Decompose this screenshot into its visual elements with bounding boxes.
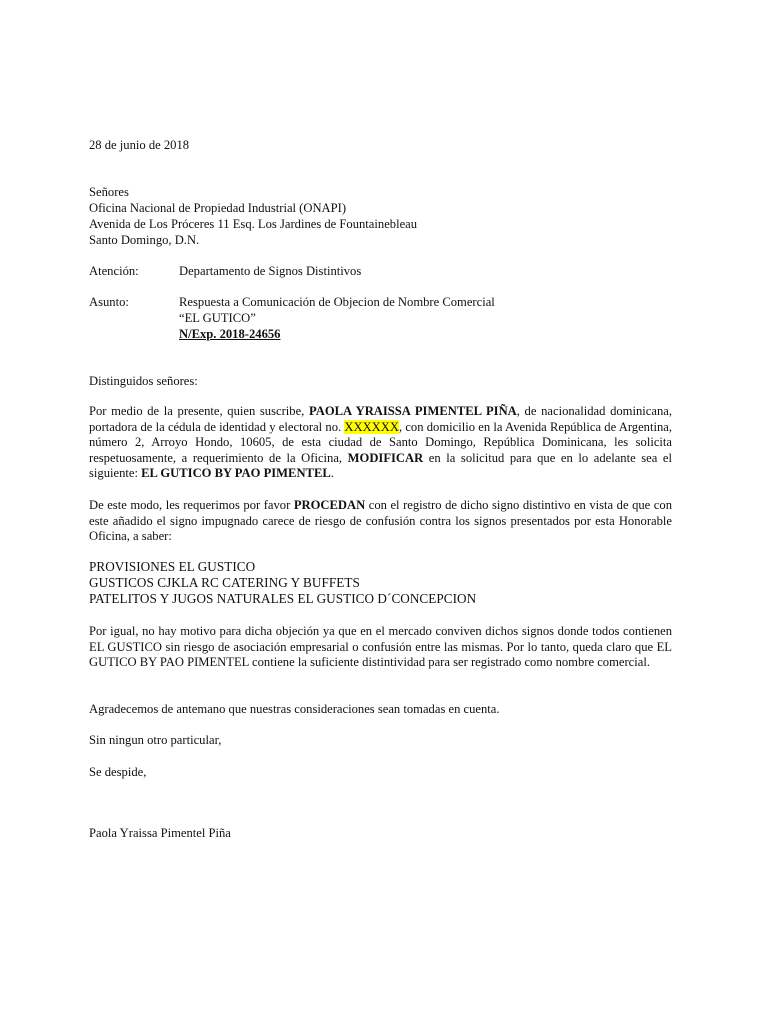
recipient-organization: Oficina Nacional de Propiedad Industrial (ONAPI) xyxy=(89,201,347,215)
applicant-name: PAOLA YRAISSA PIMENTEL PIÑA xyxy=(308,404,517,418)
letter-date: 28 de junio de 2018 xyxy=(89,138,190,152)
recipient-salutation: Señores xyxy=(89,185,129,199)
sign-item: PATELITOS Y JUGOS NATURALES EL GUSTICO D´CONCEPCION xyxy=(89,591,477,606)
subject-file-number: N/Exp. 2018-24656 xyxy=(179,327,281,341)
id-number-highlight: XXXXXX xyxy=(344,419,399,434)
attention-value: Departamento de Signos Distintivos xyxy=(179,264,362,278)
paragraph-proceed: De este modo, les requerimos por favor PROCEDAN con el registro de dicho signo distintivo en vista de que con este añadido el signo impugnado carece de riesgo de confusión contra los signos presentados por esta Honorable Oficina, a saber: xyxy=(89,498,672,544)
sign-item: GUSTICOS CJKLA RC CATERING Y BUFFETS xyxy=(89,575,360,590)
subject-line-1: Respuesta a Comunicación de Objecion de Nombre Comercial xyxy=(179,295,495,309)
farewell-line: Se despide, xyxy=(89,765,147,779)
action-proceed: PROCEDAN xyxy=(293,498,366,512)
action-modify: MODIFICAR xyxy=(347,450,424,465)
sign-item: PROVISIONES EL GUSTICO xyxy=(89,559,256,574)
paragraph-request: Por medio de la presente, quien suscribe, PAOLA YRAISSA PIMENTEL PIÑA, de nacionalidad dominicana, portadora de la cédula de identidad y electoral no. XXXXXX, con domicilio en la Avenida República de Argentina, número 2, Arroyo Hondo, 10605, de esta ciudad de Santo Domingo, República Dominicana, les solicita respetuosamente, a requerimiento de la Oficina, MODIFICAR en la solicitud para que en lo adelante sea el siguiente: EL GUTICO BY PAO PIMENTEL. xyxy=(89,404,672,481)
new-trade-name: EL GUTICO BY PAO PIMENTEL xyxy=(141,466,331,481)
recipient-city: Santo Domingo, D.N. xyxy=(89,233,200,247)
paragraph-thanks: Agradecemos de antemano que nuestras consideraciones sean tomadas en cuenta. xyxy=(89,702,500,716)
subject-line-2: “EL GUTICO” xyxy=(179,311,256,325)
attention-label: Atención: xyxy=(89,264,139,278)
paragraph-justification: Por igual, no hay motivo para dicha objeción ya que en el mercado conviven dichos signos donde todos contienen EL GUSTICO sin riesgo de asociación empresarial o confusión entre las mismas. Por lo tanto, queda claro que EL GUTICO BY PAO PIMENTEL contiene la suficiente distintividad para ser registrado como nombre comercial. xyxy=(89,624,672,670)
signature-name: Paola Yraissa Pimentel Piña xyxy=(89,826,231,840)
closing-line: Sin ningun otro particular, xyxy=(89,733,222,747)
subject-label: Asunto: xyxy=(89,295,129,309)
greeting: Distinguidos señores: xyxy=(89,374,198,388)
recipient-address: Avenida de Los Próceres 11 Esq. Los Jardines de Fountainebleau xyxy=(89,217,418,231)
